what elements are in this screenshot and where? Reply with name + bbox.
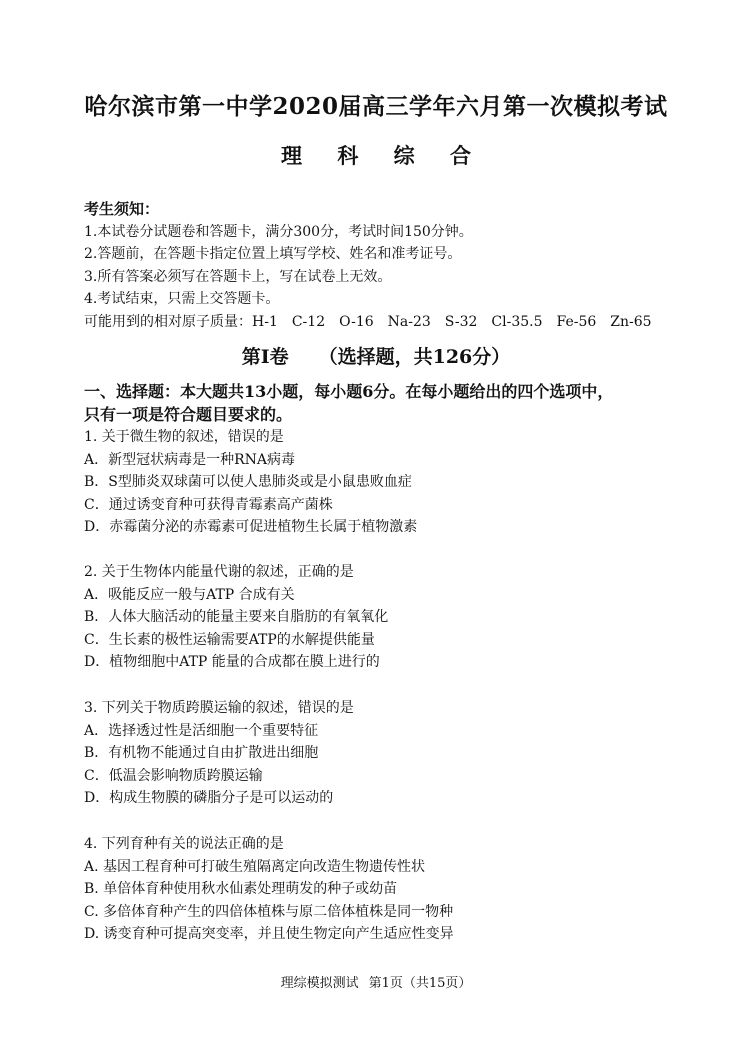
notice-item: 1.本试卷分试题卷和答题卡，满分300分，考试时间150分钟。 <box>84 223 473 240</box>
notice-item: 4.考试结束，只需上交答题卡。 <box>84 291 280 307</box>
notice-item: 3.所有答案必须写在答题卡上，写在试卷上无效。 <box>84 268 392 285</box>
option-d: D. 诱变育种可提高突变率，并且使生物定向产生适应性变异 <box>84 926 454 942</box>
option-b: B．S型肺炎双球菌可以使人患肺炎或是小鼠患败血症 <box>84 474 412 490</box>
candidate-notice <box>84 198 684 333</box>
option-a: A．选择透过性是活细胞一个重要特征 <box>84 722 319 739</box>
option-a: A. 基因工程育种可打破生殖隔离定向改造生物遗传性状 <box>84 858 426 875</box>
option-d: D．构成生物膜的磷脂分子是可以运动的 <box>84 790 334 806</box>
page-footer <box>0 972 752 991</box>
notice-item: 2.答题前，在答题卡指定位置上填写学校、姓名和准考证号。 <box>84 246 462 262</box>
question-instructions <box>84 380 684 426</box>
question-stem: 1. 关于微生物的叙述，错误的是 <box>84 429 284 445</box>
option-c: C．通过诱变育种可获得青霉素高产菌株 <box>84 496 333 513</box>
question-3 <box>84 697 684 810</box>
instruction-line: 一、选择题：本大题共13小题，每小题6分。在每小题给出的四个选项中， <box>84 382 614 401</box>
option-b: B．人体大脑活动的能量主要来自脂肪的有氧氧化 <box>84 609 389 625</box>
question-stem: 3. 下列关于物质跨膜运输的叙述，错误的是 <box>84 700 354 716</box>
option-c: C．低温会影响物质跨膜运输 <box>84 767 263 784</box>
question-stem: 4. 下列育种有关的说法正确的是 <box>84 836 284 852</box>
exam-title: 哈尔滨市第一中学2020届高三学年六月第一次模拟考试 <box>84 93 668 120</box>
option-b: B．有机物不能通过自由扩散进出细胞 <box>84 745 319 761</box>
atomic-masses: 可能用到的相对原子质量：H-1 C-12 O-16 Na-23 S-32 Cl-35.5 Fe-56 Zn-65 <box>84 313 652 330</box>
question-1 <box>84 426 684 539</box>
section-desc: （选择题，共126分） <box>318 346 511 368</box>
footer-name: 理综模拟测试 <box>280 976 359 991</box>
section-part: 第Ⅰ卷 <box>241 346 289 368</box>
instruction-line: 只有一项是符合题目要求的。 <box>84 405 293 424</box>
option-b: B. 单倍体育种使用秋水仙素处理萌发的种子或幼苗 <box>84 881 398 897</box>
option-a: A．新型冠状病毒是一种RNA病毒 <box>84 451 296 468</box>
footer-page: 第1页（共15页） <box>368 976 472 991</box>
option-d: D．赤霉菌分泌的赤霉素可促进植物生长属于植物激素 <box>84 519 418 535</box>
option-d: D．植物细胞中ATP 能量的合成都在膜上进行的 <box>84 654 380 670</box>
exam-subject: 理 科 综 合 <box>281 143 485 168</box>
question-4 <box>84 833 684 946</box>
option-a: A．吸能反应一般与ATP 合成有关 <box>84 586 295 603</box>
notice-title: 考生须知： <box>84 200 160 218</box>
section-heading <box>0 342 752 369</box>
option-c: C. 多倍体育种产生的四倍体植株与原二倍体植株是同一物种 <box>84 903 454 920</box>
question-stem: 2. 关于生物体内能量代谢的叙述，正确的是 <box>84 564 354 580</box>
option-c: C．生长素的极性运输需要ATP的水解提供能量 <box>84 631 375 648</box>
question-2 <box>84 561 684 674</box>
